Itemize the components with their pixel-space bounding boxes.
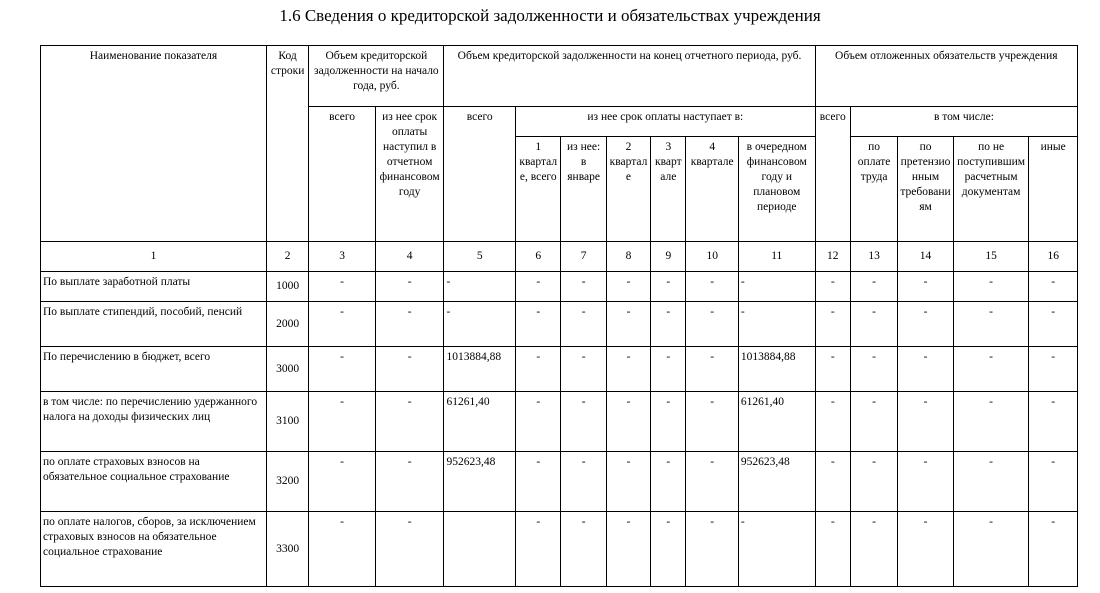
header-begin-volume: Объем кредиторской задолженности на начало года, руб.: [309, 46, 444, 107]
header-q4: 4 квартале: [686, 137, 738, 242]
row-value: -: [516, 302, 561, 347]
row-name: по оплате страховых взносов на обязательное социальное страхование: [41, 452, 267, 512]
table-row: [41, 452, 1078, 512]
row-value: -: [375, 302, 444, 347]
creditor-debt-table: [40, 45, 1078, 587]
row-value: -: [606, 347, 650, 392]
table-row: [41, 392, 1078, 452]
row-value: -: [561, 302, 606, 347]
row-value: -: [1029, 512, 1078, 587]
row-value: -: [375, 347, 444, 392]
header-begin-overdue: из нее срок оплаты наступил в отчетном финансовом году: [375, 107, 444, 242]
header-deferred-total: всего: [815, 107, 850, 242]
row-value: -: [309, 512, 376, 587]
table-row: [41, 347, 1078, 392]
row-value: 1013884,88: [738, 347, 815, 392]
row-value: -: [815, 512, 850, 587]
row-value: -: [561, 272, 606, 302]
row-value: -: [309, 452, 376, 512]
header-next-period: в очередном финансовом году и плановом периоде: [738, 137, 815, 242]
column-number: 5: [444, 242, 516, 272]
row-name: в том числе: по перечислению удержанного налога на доходы физических лиц: [41, 392, 267, 452]
row-value: -: [1029, 347, 1078, 392]
column-number: 11: [738, 242, 815, 272]
row-value: -: [953, 392, 1029, 452]
row-value: -: [651, 302, 686, 347]
header-end-total: всего: [444, 107, 516, 242]
row-value: -: [953, 347, 1029, 392]
table-row: [41, 302, 1078, 347]
header-no-docs: по не поступившим расчетным документам: [953, 137, 1029, 242]
column-number: 13: [850, 242, 897, 272]
row-value: -: [516, 512, 561, 587]
row-value: -: [898, 347, 953, 392]
row-value: -: [606, 512, 650, 587]
row-value: -: [898, 272, 953, 302]
row-value: -: [606, 302, 650, 347]
row-name: по оплате налогов, сборов, за исключением страховых взносов на обязательное социальное страхование: [41, 512, 267, 587]
column-number: 7: [561, 242, 606, 272]
column-number: 10: [686, 242, 738, 272]
row-value: -: [375, 512, 444, 587]
row-value: -: [606, 272, 650, 302]
row-value: 952623,48: [444, 452, 516, 512]
row-value: -: [850, 302, 897, 347]
column-number: 1: [41, 242, 267, 272]
row-value: -: [738, 512, 815, 587]
header-name: Наименование показателя: [41, 46, 267, 242]
row-value: -: [898, 452, 953, 512]
row-code: 1000: [266, 272, 308, 302]
row-value: -: [898, 512, 953, 587]
row-value: -: [738, 302, 815, 347]
row-value: -: [561, 452, 606, 512]
row-value: -: [561, 347, 606, 392]
row-value: -: [444, 272, 516, 302]
row-value: -: [444, 302, 516, 347]
row-value: -: [651, 392, 686, 452]
row-value: 1013884,88: [444, 347, 516, 392]
row-value: -: [686, 302, 738, 347]
row-value: -: [815, 347, 850, 392]
row-value: -: [850, 392, 897, 452]
row-code: 3000: [266, 347, 308, 392]
column-number: 2: [266, 242, 308, 272]
row-value: -: [516, 347, 561, 392]
row-code: 3200: [266, 452, 308, 512]
row-value: 952623,48: [738, 452, 815, 512]
column-number: 4: [375, 242, 444, 272]
header-q3: 3 квартале: [651, 137, 686, 242]
row-value: -: [606, 392, 650, 452]
row-value: -: [953, 302, 1029, 347]
table-body: [41, 272, 1078, 587]
row-value: -: [516, 392, 561, 452]
row-value: -: [375, 272, 444, 302]
row-value: -: [953, 452, 1029, 512]
header-claims: по претензионным требованиям: [898, 137, 953, 242]
row-name: По выплате заработной платы: [41, 272, 267, 302]
row-value: -: [516, 272, 561, 302]
row-value: -: [738, 272, 815, 302]
header-begin-total: всего: [309, 107, 376, 242]
header-deferred-incl: в том числе:: [850, 107, 1077, 137]
row-value: -: [309, 392, 376, 452]
row-value: -: [850, 452, 897, 512]
row-value: -: [686, 347, 738, 392]
column-number: 8: [606, 242, 650, 272]
row-value: -: [651, 347, 686, 392]
row-name: По перечислению в бюджет, всего: [41, 347, 267, 392]
row-value: -: [651, 452, 686, 512]
row-value: -: [686, 392, 738, 452]
column-number: 14: [898, 242, 953, 272]
row-value: -: [898, 302, 953, 347]
header-wages: по оплате труда: [850, 137, 897, 242]
row-value: -: [561, 512, 606, 587]
column-number: 16: [1029, 242, 1078, 272]
row-value: -: [375, 452, 444, 512]
header-q2: 2 квартале: [606, 137, 650, 242]
row-code: 2000: [266, 302, 308, 347]
row-value: -: [606, 452, 650, 512]
row-value: -: [516, 452, 561, 512]
row-value: -: [850, 272, 897, 302]
row-code: 3300: [266, 512, 308, 587]
header-q1-total: 1 квартале, всего: [516, 137, 561, 242]
table-row: [41, 512, 1078, 587]
row-value: 61261,40: [738, 392, 815, 452]
row-value: -: [686, 272, 738, 302]
column-number: 6: [516, 242, 561, 272]
row-value: -: [1029, 272, 1078, 302]
column-number: 3: [309, 242, 376, 272]
table-row: [41, 272, 1078, 302]
row-value: -: [815, 392, 850, 452]
column-number: 15: [953, 242, 1029, 272]
header-january: из нее: в январе: [561, 137, 606, 242]
row-value: -: [850, 347, 897, 392]
row-value: -: [561, 392, 606, 452]
row-value: [444, 512, 516, 587]
row-value: -: [651, 512, 686, 587]
column-number: 9: [651, 242, 686, 272]
header-deferred: Объем отложенных обязательств учреждения: [815, 46, 1077, 107]
row-value: -: [1029, 452, 1078, 512]
column-number: 12: [815, 242, 850, 272]
row-value: 61261,40: [444, 392, 516, 452]
row-value: -: [686, 512, 738, 587]
page-title: 1.6 Сведения о кредиторской задолженности и обязательствах учреждения: [279, 6, 821, 25]
row-value: -: [898, 392, 953, 452]
row-value: -: [850, 512, 897, 587]
header-end-due-group: из нее срок оплаты наступает в:: [516, 107, 816, 137]
row-value: -: [1029, 302, 1078, 347]
row-value: -: [1029, 392, 1078, 452]
row-value: -: [953, 272, 1029, 302]
row-value: -: [815, 272, 850, 302]
row-value: -: [815, 302, 850, 347]
row-value: -: [375, 392, 444, 452]
row-value: -: [651, 272, 686, 302]
row-value: -: [686, 452, 738, 512]
row-value: -: [309, 272, 376, 302]
header-end-volume: Объем кредиторской задолженности на конец отчетного периода, руб.: [444, 46, 815, 107]
row-value: -: [953, 512, 1029, 587]
header-code: Код строки: [266, 46, 308, 242]
header-other: иные: [1029, 137, 1078, 242]
row-code: 3100: [266, 392, 308, 452]
row-value: -: [309, 302, 376, 347]
column-numbers-row: [41, 242, 1078, 272]
row-value: -: [815, 452, 850, 512]
row-value: -: [309, 347, 376, 392]
row-name: По выплате стипендий, пособий, пенсий: [41, 302, 267, 347]
